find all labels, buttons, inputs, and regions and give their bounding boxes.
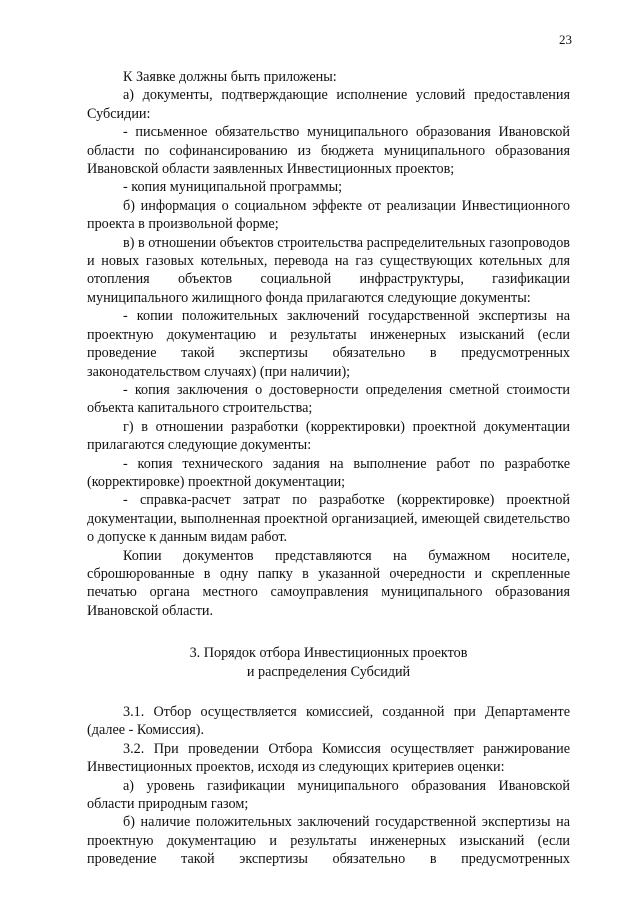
- paragraph: Копии документов представляются на бумажном носителе, сброшюрованные в одну папку в указанной очередности и скрепленные печатью органа местного самоуправления муниципального образования Ивановской области.: [87, 547, 570, 619]
- paragraph: а) уровень газификации муниципального образования Ивановской области природным газом;: [87, 777, 570, 813]
- paragraph: - копия технического задания на выполнение работ по разработке (корректировке) проектной документации;: [87, 455, 570, 490]
- paragraph: - копия муниципальной программы;: [123, 179, 343, 196]
- paragraph: 3.2. При проведении Отбора Комиссия осуществляет ранжирование Инвестиционных проектов, исходя из следующих критериев оценки:: [87, 740, 570, 776]
- paragraph: К Заявке должны быть приложены:: [123, 69, 337, 85]
- paragraph: а) документы, подтверждающие исполнение условий предоставления Субсидии:: [87, 87, 570, 122]
- paragraph: г) в отношении разработки (корректировки) проектной документации прилагаются следующие документы:: [87, 418, 570, 454]
- section-heading: [87, 644, 570, 681]
- paragraph: б) информация о социальном эффекте от реализации Инвестиционного проекта в произвольной форме;: [87, 197, 570, 233]
- paragraph: б) наличие положительных заключений государственной экспертизы на проектную документацию и результаты инженерных изысканий (если проведение такой экспертизы обязательно в предусмотренных: [87, 814, 570, 868]
- paragraph: 3.1. Отбор осуществляется комиссией, созданной при Департаменте (далее - Комиссия).: [87, 704, 570, 739]
- paragraph: - копии положительных заключений государственной экспертизы на проектную документацию и результаты инженерных изысканий (если проведение такой экспертизы обязательно в предусмотренных законодательством случаях) (при наличии);: [87, 308, 570, 380]
- paragraph: - письменное обязательство муниципального образования Ивановской области по софинансированию из бюджета муниципального образования Ивановской области заявленных Инвестиционных проектов;: [87, 124, 570, 178]
- paragraph: в) в отношении объектов строительства распределительных газопроводов и новых газовых котельных, перевода на газ существующих котельных для отопления объектов социальной инфраструктуры, газификации муниципального жилищного фонда прилагаются следующие документы:: [87, 234, 570, 306]
- section-heading-line: 3. Порядок отбора Инвестиционных проектов: [189, 645, 468, 662]
- paragraph: - копия заключения о достоверности определения сметной стоимости объекта капитального строительства;: [87, 381, 570, 417]
- document-body: [87, 68, 570, 869]
- section-heading-line: и распределения Субсидий: [246, 663, 411, 680]
- paragraph: - справка-расчет затрат по разработке (корректировке) проектной документации, выполненная проектной организацией, имеющей свидетельство о допуске к данным видам работ.: [87, 492, 570, 546]
- page-number: 23: [559, 32, 572, 47]
